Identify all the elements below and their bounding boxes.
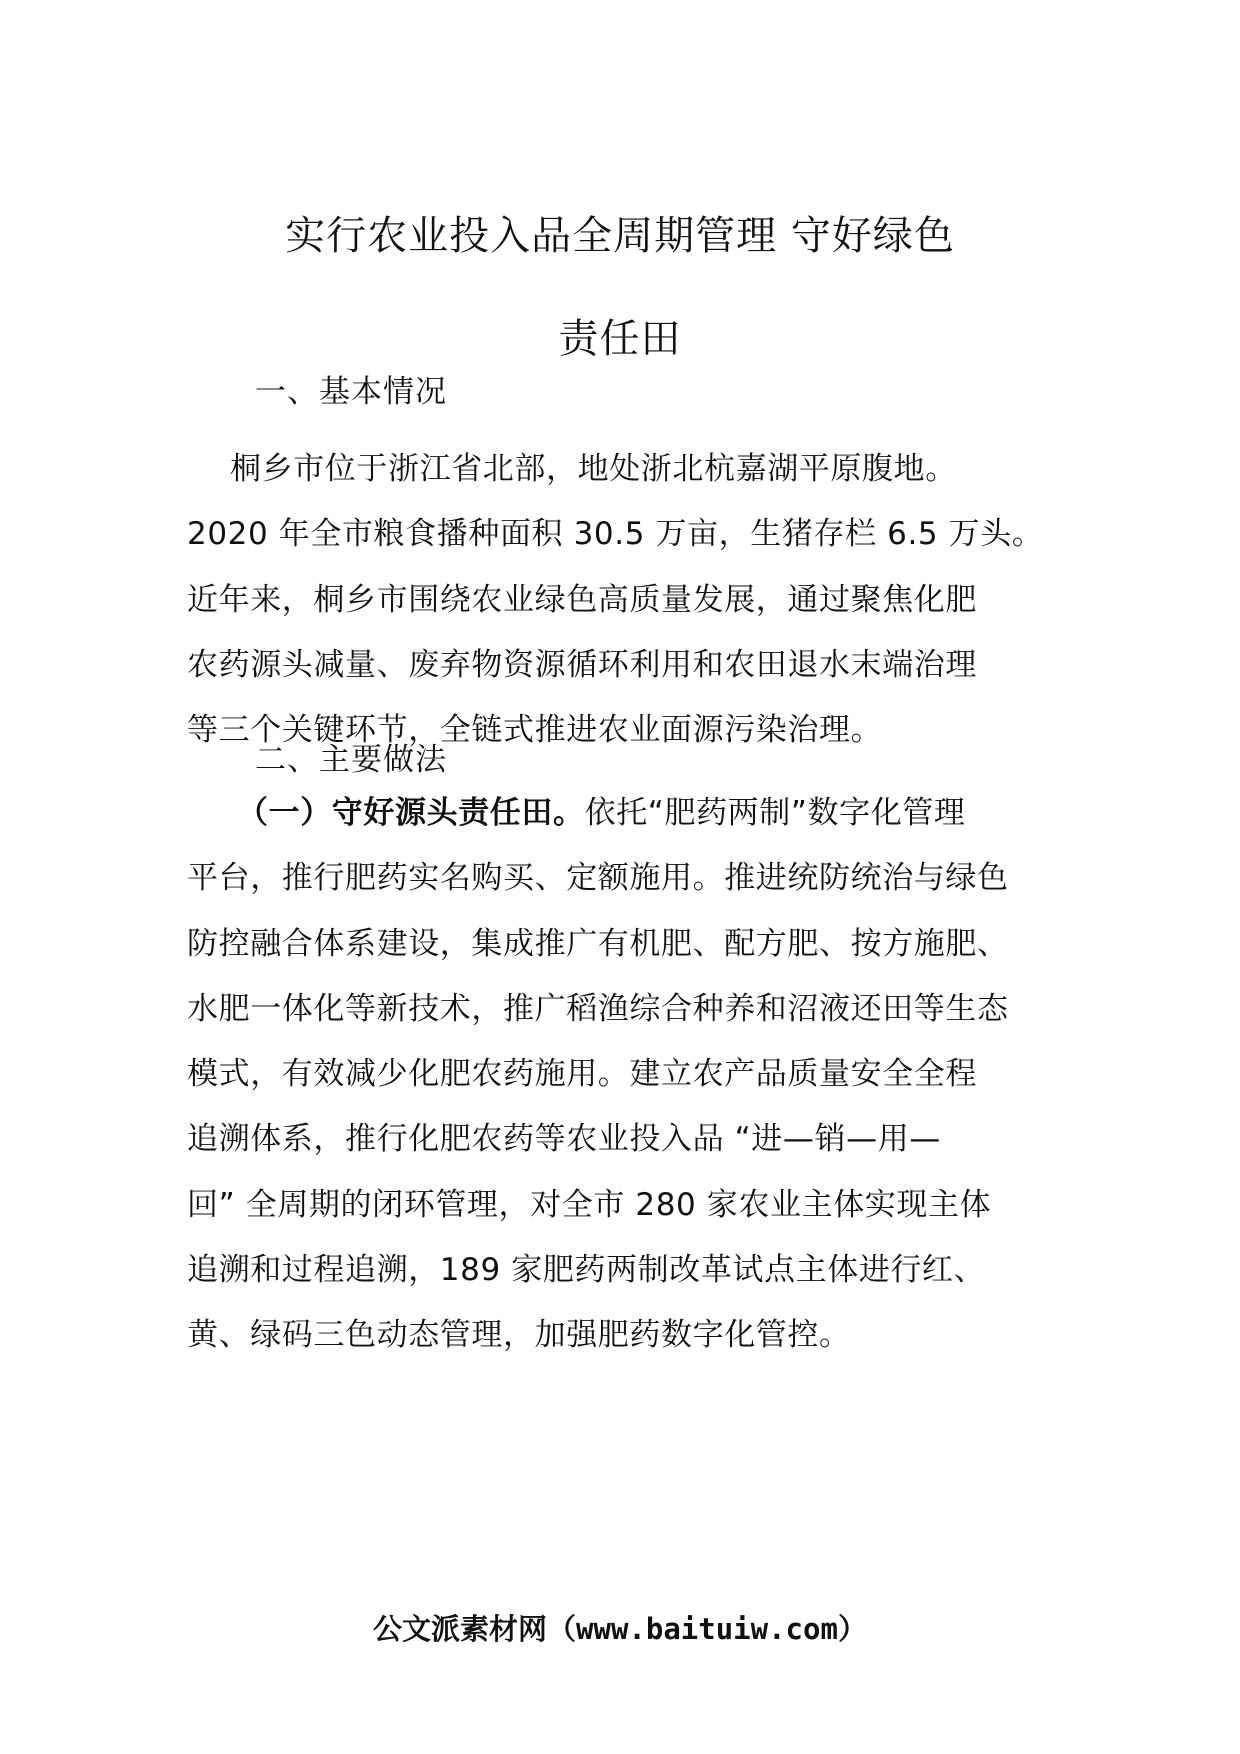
paragraph-line: 追溯体系，推行化肥农药等农业投入品 “进—销—用—	[187, 1121, 941, 1158]
footer-watermark	[0, 1609, 1240, 1649]
paragraph-basic-situation	[187, 437, 1067, 763]
subsection-heading: （一）守好源头责任田。	[237, 795, 585, 831]
paragraph-line: 回” 全周期的闭环管理，对全市 280 家农业主体实现主体	[187, 1186, 992, 1223]
section-heading-basic-situation: 一、基本情况	[255, 374, 447, 410]
paragraph-line: 近年来，桐乡市围绕农业绿色高质量发展，通过聚焦化肥	[187, 581, 977, 618]
paragraph-line: 平台，推行肥药实名购买、定额施用。推进统防统治与绿色	[187, 860, 1009, 897]
paragraph-line: 2020 年全市粮食播种面积 30.5 万亩，生猪存栏 6.5 万头。	[187, 516, 1044, 553]
paragraph-line: 桐乡市位于浙江省北部，地处浙北杭嘉湖平原腹地。	[230, 451, 957, 487]
paragraph-line: 防控融合体系建设，集成推广有机肥、配方肥、按方施肥、	[187, 925, 1009, 962]
paragraph-line	[187, 781, 1067, 846]
section-heading-main-practices: 二、主要做法	[255, 742, 447, 778]
paragraph-line-text: 依托“肥药两制”数字化管理	[584, 795, 966, 831]
footer-url: （www.baituiw.com）	[547, 1612, 867, 1646]
paragraph-line: 追溯和过程追溯，189 家肥药两制改革试点主体进行红、	[187, 1252, 986, 1289]
footer-site-name: 公文派素材网	[373, 1612, 548, 1646]
paragraph-line: 农药源头减量、废弃物资源循环利用和农田退水末端治理	[187, 646, 977, 683]
paragraph-main-practices	[187, 781, 1067, 1369]
paragraph-line: 等三个关键环节，全链式推进农业面源污染治理。	[187, 712, 883, 749]
document-title-line-1: 实行农业投入品全周期管理 守好绿色	[285, 213, 955, 259]
paragraph-line: 水肥一体化等新技术，推广稻渔综合种养和沼液还田等生态	[187, 990, 1009, 1027]
document-title-line-2: 责任田	[558, 316, 682, 362]
paragraph-line: 黄、绿码三色动态管理，加强肥药数字化管控。	[187, 1317, 851, 1354]
paragraph-line: 模式，有效减少化肥农药施用。建立农产品质量安全全程	[187, 1056, 977, 1093]
